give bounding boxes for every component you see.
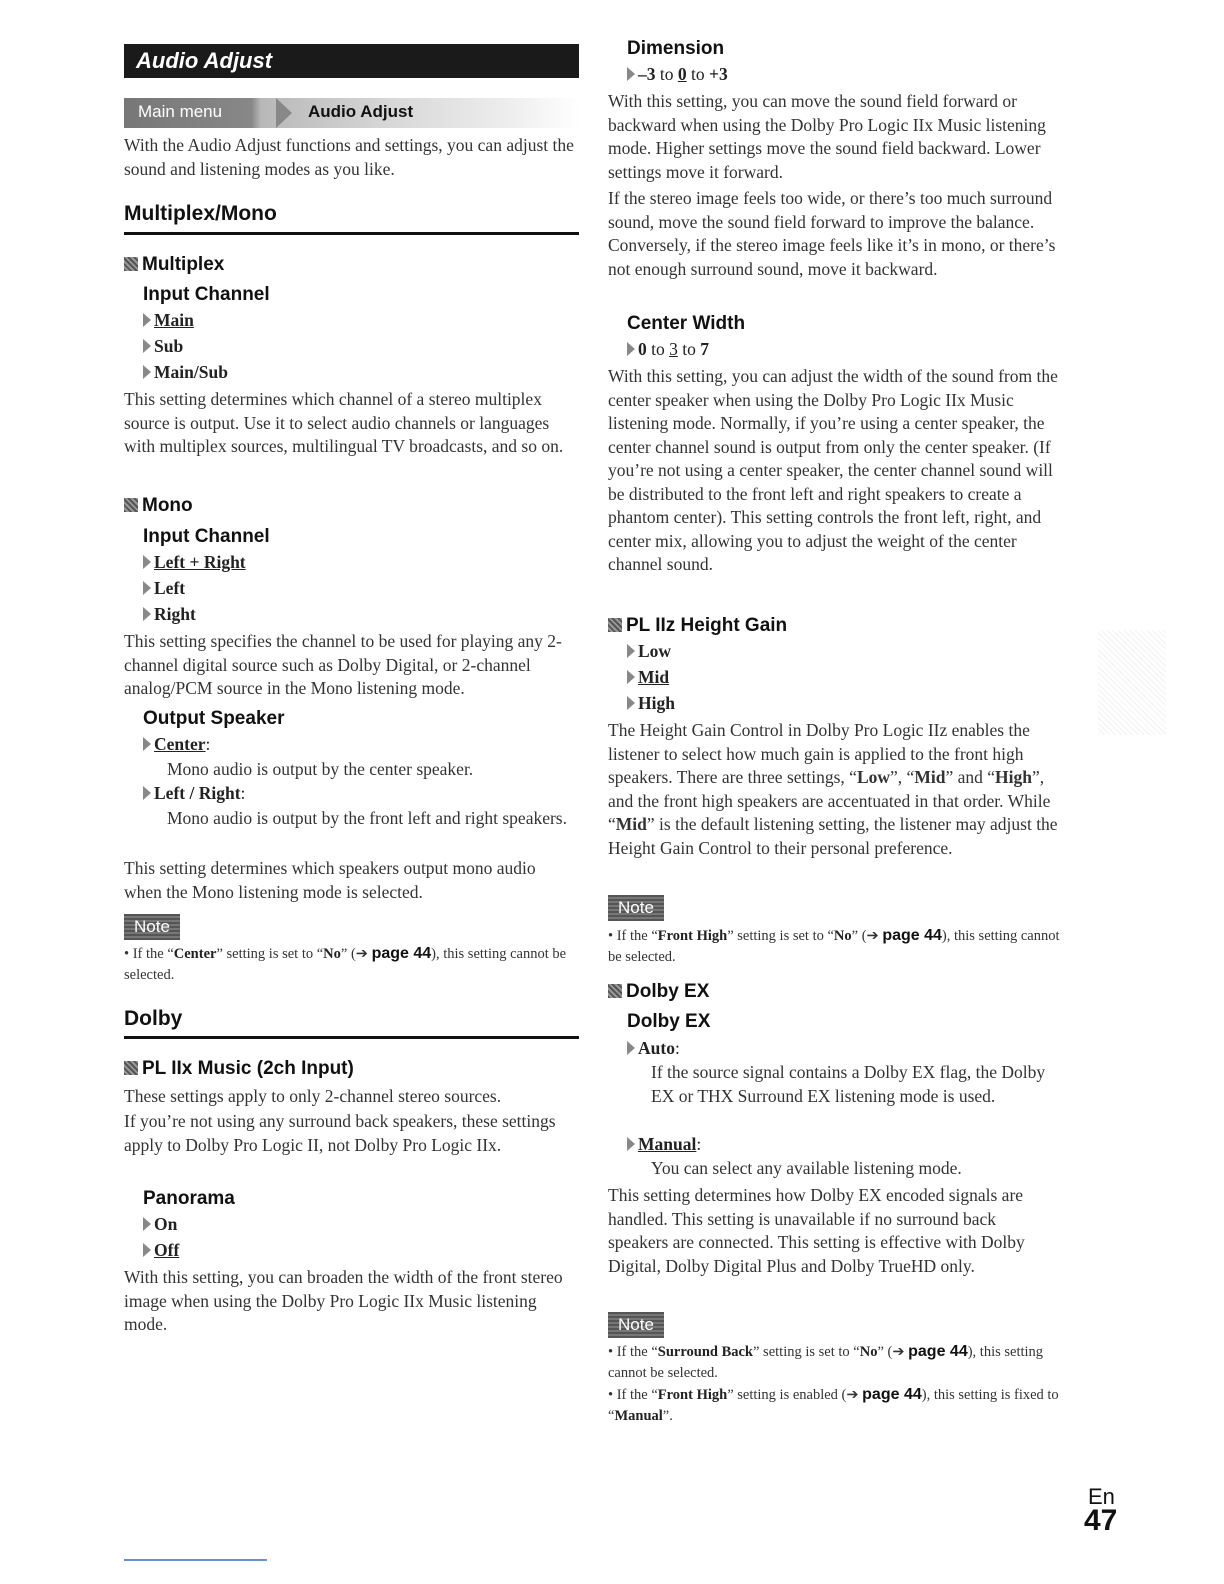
section-rule <box>124 1036 579 1039</box>
option-left: Left <box>143 578 185 599</box>
triangle-bullet-icon <box>143 313 151 327</box>
page-title: Audio Adjust <box>124 44 579 78</box>
triangle-bullet-icon <box>143 607 151 621</box>
dimension-range: –3 to 0 to +3 <box>627 64 728 85</box>
input-channel-heading: Input Channel <box>143 284 270 305</box>
triangle-bullet-icon <box>143 1217 151 1231</box>
option-off: Off <box>143 1240 179 1261</box>
center-width-range: 0 to 3 to 7 <box>627 339 709 360</box>
panorama-heading: Panorama <box>143 1188 235 1209</box>
triangle-bullet-icon <box>627 1137 635 1151</box>
language-label: En <box>1088 1484 1115 1509</box>
triangle-bullet-icon <box>143 737 151 751</box>
breadcrumb-main-menu: Main menu <box>138 102 223 121</box>
option-main: Main <box>143 310 194 331</box>
triangle-bullet-icon <box>143 581 151 595</box>
dolby-ex-heading: Dolby EX <box>627 1011 711 1032</box>
triangle-bullet-icon <box>627 670 635 684</box>
option-left-right-speaker: Left / Right: <box>143 783 245 804</box>
triangle-bullet-icon <box>627 1041 635 1055</box>
note-text: • If the “Front High” setting is set to “No” (➔ page 44), this setting cannot be selected. <box>608 927 1060 965</box>
pl2x-desc-1: These settings apply to only 2-channel stereo sources. <box>124 1086 502 1106</box>
triangle-bullet-icon <box>627 67 635 81</box>
mono-desc: This setting specifies the channel to be used for playing any 2-channel digital source such as Dolby Digital, or 2-channel analog/PCM source in the Mono listening mode. <box>124 631 562 698</box>
option-manual-desc: You can select any available listening mode. <box>651 1158 962 1178</box>
note-badge: Note <box>608 1312 664 1338</box>
breadcrumb <box>124 98 580 128</box>
option-high: High <box>627 693 675 714</box>
subsection-pl2x-music: PL IIx Music (2ch Input) <box>124 1058 354 1080</box>
square-bullet-icon <box>124 257 138 271</box>
option-low: Low <box>627 641 671 662</box>
subsection-multiplex: Multiplex <box>124 254 224 276</box>
triangle-bullet-icon <box>143 786 151 800</box>
triangle-bullet-icon <box>627 644 635 658</box>
note-text-2: • If the “Front High” setting is enabled (➔ page 44), this setting is fixed to “Manual”. <box>608 1386 1059 1424</box>
section-rule <box>124 232 579 235</box>
breadcrumb-audio-adjust: Audio Adjust <box>308 102 414 121</box>
option-left-right: Left + Right <box>143 552 246 573</box>
dimension-desc-1: With this setting, you can move the sound field forward or backward when using the Dolby Pro Logic IIx Music listening mode. Higher settings move the sound field backward. Lower settings move it forward. <box>608 91 1046 182</box>
note-text-1: • If the “Surround Back” setting is set to “No” (➔ page 44), this setting cannot be selected. <box>608 1343 1044 1381</box>
output-speaker-desc: This setting determines which speakers output mono audio when the Mono listening mode is selected. <box>124 858 536 902</box>
option-right: Right <box>143 604 196 625</box>
square-bullet-icon <box>608 618 622 632</box>
option-manual: Manual: <box>627 1134 701 1155</box>
triangle-bullet-icon <box>143 365 151 379</box>
option-sub: Sub <box>143 336 183 357</box>
note-badge: Note <box>124 914 180 940</box>
triangle-bullet-icon <box>627 696 635 710</box>
multiplex-desc: This setting determines which channel of a stereo multiplex source is output. Use it to select audio channels or languages with multiplex sources, multilingual TV broadcasts, and so on. <box>124 389 564 456</box>
note-text: • If the “Center” setting is set to “No” (➔ page 44), this setting cannot be selected. <box>124 945 567 983</box>
option-center: Center: <box>143 734 210 755</box>
breadcrumb-arrow-icon <box>276 98 292 128</box>
height-gain-desc: The Height Gain Control in Dolby Pro Logic IIz enables the listener to select how much gain is applied to the front high speakers. There are three settings, “Low”, “Mid” and “High”, and the front high speakers are accentuated in that order. While “Mid” is the default listening setting, the listener may adjust the Height Gain Control to their personal preference. <box>608 720 1058 858</box>
square-bullet-icon <box>124 1061 138 1075</box>
center-width-heading: Center Width <box>627 313 746 334</box>
triangle-bullet-icon <box>143 339 151 353</box>
note-badge: Note <box>608 895 664 921</box>
subsection-height-gain: PL IIz Height Gain <box>608 615 787 637</box>
option-auto-desc: If the source signal contains a Dolby EX flag, the Dolby EX or THX Surround EX listening mode is used. <box>651 1062 1046 1106</box>
subsection-mono: Mono <box>124 495 193 517</box>
triangle-bullet-icon <box>143 555 151 569</box>
option-left-right-desc: Mono audio is output by the front left and right speakers. <box>167 808 567 828</box>
option-auto: Auto: <box>627 1038 680 1059</box>
subsection-dolby-ex: Dolby EX <box>608 981 709 1003</box>
intro-text: With the Audio Adjust functions and settings, you can adjust the sound and listening modes as you like. <box>124 135 574 179</box>
option-on: On <box>143 1214 177 1235</box>
option-main-sub: Main/Sub <box>143 362 228 383</box>
section-heading-dolby: Dolby <box>124 1007 183 1030</box>
page-number: 47 <box>1084 1504 1118 1537</box>
square-bullet-icon <box>124 498 138 512</box>
dimension-heading: Dimension <box>627 38 725 59</box>
section-heading-multiplex-mono: Multiplex/Mono <box>124 202 277 225</box>
output-speaker-heading: Output Speaker <box>143 708 285 729</box>
scan-dither-mark <box>1098 630 1166 735</box>
footer-line <box>124 1559 267 1561</box>
triangle-bullet-icon <box>627 342 635 356</box>
option-center-desc: Mono audio is output by the center speaker. <box>167 759 474 779</box>
panorama-desc: With this setting, you can broaden the width of the front stereo image when using the Dolby Pro Logic IIx Music listening mode. <box>124 1267 563 1334</box>
triangle-bullet-icon <box>143 1243 151 1257</box>
option-mid: Mid <box>627 667 669 688</box>
center-width-desc: With this setting, you can adjust the width of the sound from the center speaker when using the Dolby Pro Logic IIx Music listening mode. Normally, if you’re using a center speaker, the center channel sound is output from only the center speaker. (If you’re not using a center speaker, the center channel sound will be distributed to the front left and right speakers to create a phantom center). This setting controls the front left, right, and center mix, allowing you to adjust the weight of the center channel sound. <box>608 366 1058 574</box>
square-bullet-icon <box>608 984 622 998</box>
dolby-ex-desc: This setting determines how Dolby EX encoded signals are handled. This setting is unavailable if no surround back speakers are connected. This setting is effective with Dolby Digital, Dolby Digital Plus and Dolby TrueHD only. <box>608 1185 1025 1276</box>
input-channel-heading: Input Channel <box>143 526 270 547</box>
pl2x-desc-2: If you’re not using any surround back speakers, these settings apply to Dolby Pro Logic II, not Dolby Pro Logic IIx. <box>124 1111 556 1155</box>
dimension-desc-2: If the stereo image feels too wide, or there’s too much surround sound, move the sound field forward to improve the balance. Conversely, if the stereo image feels like it’s in mono, or there’s not enough surround sound, move it backward. <box>608 188 1056 279</box>
